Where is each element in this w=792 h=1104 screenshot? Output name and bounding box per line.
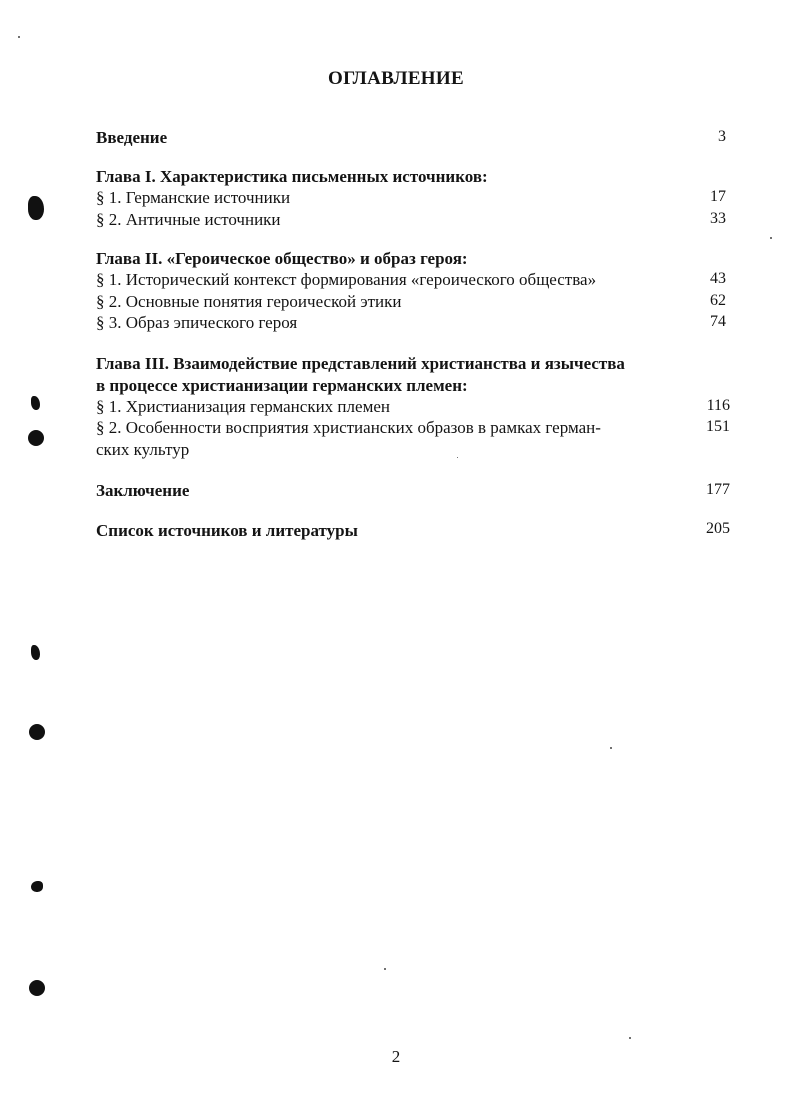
toc-chapter1-heading: Глава I. Характеристика письменных источников: xyxy=(96,167,488,186)
toc-conclusion-page: 177 xyxy=(706,481,730,498)
toc-chapter1-item-page: 17 xyxy=(710,188,726,205)
punch-hole-mark xyxy=(29,724,45,740)
toc-conclusion-label: Заключение xyxy=(96,481,190,500)
toc-chapter1-item: § 2. Античные источники xyxy=(96,210,281,229)
punch-hole-mark xyxy=(29,980,45,996)
toc-bibliography-label: Список источников и литературы xyxy=(96,521,358,540)
toc-intro-label: Введение xyxy=(96,128,168,147)
toc-chapter3-item-page: 151 xyxy=(706,418,730,435)
toc-chapter2-item-page: 74 xyxy=(710,313,726,330)
punch-hole-mark xyxy=(28,430,44,446)
toc-chapter3-heading: в процессе христианизации германских племен: xyxy=(96,376,468,395)
scan-speck xyxy=(384,968,386,970)
toc-chapter3-item: § 2. Особенности восприятия христианских образов в рамках герман- xyxy=(96,418,601,437)
scan-speck xyxy=(629,1037,631,1039)
toc-chapter3-item: ских культур xyxy=(96,440,190,459)
toc-bibliography-page: 205 xyxy=(706,520,730,537)
toc-chapter3-heading: Глава III. Взаимодействие представлений христианства и язычества xyxy=(96,354,625,373)
page-number: 2 xyxy=(391,1047,401,1066)
toc-chapter2-item: § 1. Исторический контекст формирования «героического общества» xyxy=(96,270,597,289)
toc-intro-page: 3 xyxy=(718,128,726,145)
scan-speck xyxy=(18,36,20,38)
toc-chapter2-item-page: 43 xyxy=(710,270,726,287)
toc-chapter2-item-page: 62 xyxy=(710,292,726,309)
punch-hole-mark xyxy=(31,881,43,892)
punch-hole-mark xyxy=(31,396,40,410)
toc-chapter3-item-page: 116 xyxy=(706,397,730,414)
toc-chapter3-item: § 1. Христианизация германских племен xyxy=(96,397,390,416)
scan-speck xyxy=(457,457,458,458)
toc-chapter2-item: § 3. Образ эпического героя xyxy=(96,313,298,332)
toc-chapter1-item: § 1. Германские источники xyxy=(96,188,291,207)
toc-chapter2-heading: Глава II. «Героическое общество» и образ героя: xyxy=(96,249,468,268)
toc-chapter2-item: § 2. Основные понятия героической этики xyxy=(96,292,402,311)
scan-speck xyxy=(770,237,772,239)
punch-hole-mark xyxy=(28,196,44,220)
punch-hole-mark xyxy=(31,645,40,660)
scan-speck xyxy=(610,747,612,749)
toc-title: ОГЛАВЛЕНИЕ xyxy=(328,68,464,89)
toc-chapter1-item-page: 33 xyxy=(710,210,726,227)
